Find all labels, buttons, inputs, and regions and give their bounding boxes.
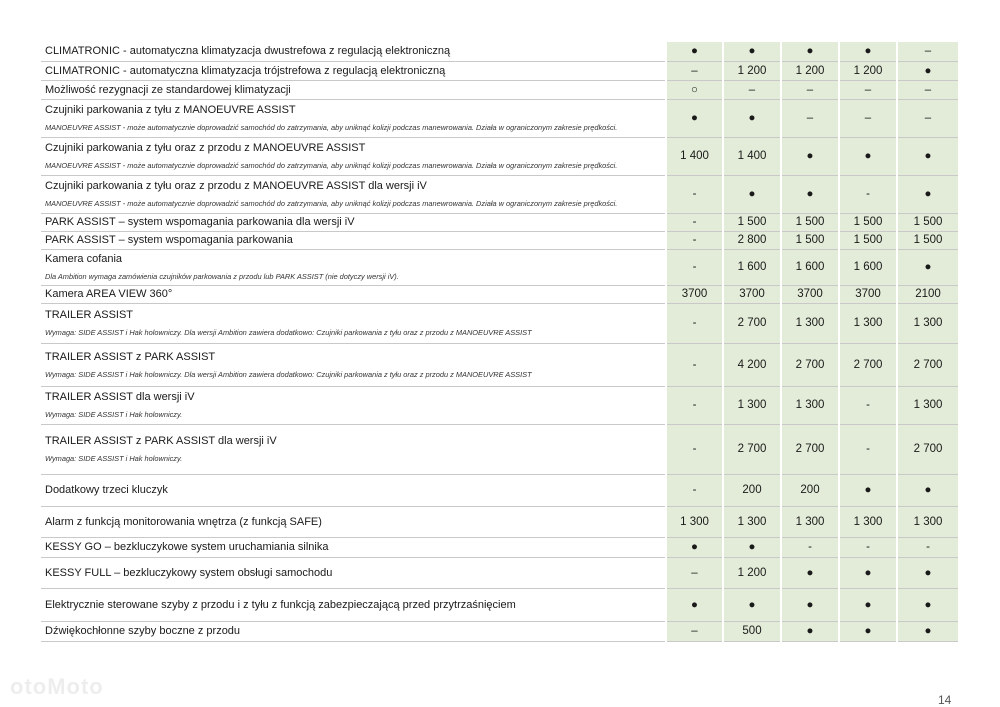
price-cell: ●	[897, 175, 958, 213]
price-cell: 1 200	[723, 557, 781, 588]
feature-note: Wymaga: SIDE ASSIST i Hak holowniczy.	[45, 410, 183, 419]
price-cell: ●	[897, 474, 958, 506]
price-cell: ●	[839, 42, 897, 61]
price-cell: 1 400	[723, 137, 781, 175]
price-cell: 1 400	[666, 137, 723, 175]
feature-name: Alarm z funkcją monitorowania wnętrza (z funkcją SAFE)	[45, 515, 322, 528]
price-cell: ●	[666, 537, 723, 557]
feature-cell	[41, 231, 666, 249]
price-cell: 1 500	[781, 231, 839, 249]
table-row	[41, 424, 958, 474]
price-cell: ●	[897, 588, 958, 621]
feature-note: MANOEUVRE ASSIST - może automatycznie doprowadzić samochód do zatrzymania, aby uniknąć kolizji podczas manewrowania. Działa w ograniczonym zakresie prędkości.	[45, 199, 618, 208]
price-cell: ●	[781, 557, 839, 588]
price-cell: 3700	[781, 285, 839, 303]
price-cell: ●	[839, 137, 897, 175]
feature-cell	[41, 175, 666, 213]
price-cell: 3700	[666, 285, 723, 303]
price-cell: 200	[723, 474, 781, 506]
table-row	[41, 137, 958, 175]
price-cell: ●	[666, 588, 723, 621]
price-cell: 1 300	[897, 506, 958, 537]
table-row	[41, 249, 958, 285]
price-cell: 1 300	[897, 386, 958, 424]
table-row	[41, 303, 958, 343]
feature-cell	[41, 474, 666, 506]
price-cell: 1 500	[723, 213, 781, 231]
table-row	[41, 231, 958, 249]
feature-name: Elektrycznie sterowane szyby z przodu i z tyłu z funkcją zabezpieczającą przed przytrzaśnięciem	[45, 598, 516, 611]
price-cell: -	[839, 386, 897, 424]
price-cell: 1 300	[781, 386, 839, 424]
price-cell: –	[666, 557, 723, 588]
price-cell: -	[666, 213, 723, 231]
price-cell: 2 700	[839, 343, 897, 386]
feature-cell	[41, 303, 666, 343]
price-cell: -	[839, 424, 897, 474]
feature-name: PARK ASSIST – system wspomagania parkowania	[45, 234, 293, 246]
price-cell: 1 300	[839, 506, 897, 537]
table-row	[41, 343, 958, 386]
price-cell: ●	[723, 175, 781, 213]
price-cell: ●	[839, 621, 897, 641]
feature-name: Czujniki parkowania z tyłu z MANOEUVRE ASSIST	[45, 104, 296, 116]
price-cell: ○	[666, 80, 723, 99]
price-cell: -	[666, 303, 723, 343]
table-row	[41, 537, 958, 557]
price-cell: ●	[781, 621, 839, 641]
watermark-logo: otoMoto	[10, 674, 104, 699]
price-cell: -	[666, 231, 723, 249]
table-row	[41, 42, 958, 61]
table-row	[41, 557, 958, 588]
price-cell: 1 600	[723, 249, 781, 285]
feature-name: Możliwość rezygnacji ze standardowej klimatyzacji	[45, 83, 291, 96]
feature-name: TRAILER ASSIST z PARK ASSIST dla wersji iV	[45, 435, 277, 447]
price-cell: ●	[897, 249, 958, 285]
price-cell: 1 500	[839, 213, 897, 231]
price-cell: -	[666, 343, 723, 386]
feature-name: PARK ASSIST – system wspomagania parkowania dla wersji iV	[45, 216, 355, 228]
price-cell: 1 300	[781, 506, 839, 537]
feature-cell	[41, 285, 666, 303]
price-cell: –	[839, 99, 897, 137]
price-cell: 4 200	[723, 343, 781, 386]
price-cell: –	[781, 80, 839, 99]
page-number: 14	[938, 693, 952, 707]
price-cell: ●	[897, 557, 958, 588]
price-cell: –	[897, 80, 958, 99]
price-cell: -	[839, 175, 897, 213]
table-row	[41, 213, 958, 231]
feature-cell	[41, 213, 666, 231]
price-cell: -	[666, 175, 723, 213]
feature-cell	[41, 537, 666, 557]
table-row	[41, 588, 958, 621]
price-cell: ●	[781, 137, 839, 175]
price-cell: ●	[723, 537, 781, 557]
price-cell: ●	[666, 42, 723, 61]
feature-note: MANOEUVRE ASSIST - może automatycznie doprowadzić samochód do zatrzymania, aby uniknąć kolizji podczas manewrowania. Działa w ograniczonym zakresie prędkości.	[45, 161, 618, 170]
price-cell: 1 300	[897, 303, 958, 343]
price-cell: –	[666, 621, 723, 641]
table-row	[41, 285, 958, 303]
price-cell: -	[781, 537, 839, 557]
price-cell: ●	[666, 99, 723, 137]
feature-name: TRAILER ASSIST	[45, 309, 134, 321]
price-cell: ●	[781, 588, 839, 621]
price-cell: -	[666, 386, 723, 424]
price-cell: 2 800	[723, 231, 781, 249]
feature-name: Kamera cofania	[45, 253, 123, 265]
price-cell: 3700	[723, 285, 781, 303]
feature-note: Wymaga: SIDE ASSIST i Hak holowniczy. Dla wersji Ambition zawiera dodatkowo: Czujniki parkowania z tyłu oraz z przodu z MANOEUVRE ASSIST	[45, 369, 532, 379]
feature-cell	[41, 99, 666, 137]
feature-cell	[41, 588, 666, 621]
table-row	[41, 386, 958, 424]
feature-cell	[41, 424, 666, 474]
price-cell: 1 200	[839, 61, 897, 80]
feature-name: KESSY GO – bezkluczykowe system uruchamiania silnika	[45, 541, 329, 553]
table-row	[41, 175, 958, 213]
feature-name: Dodatkowy trzeci kluczyk	[45, 484, 168, 496]
price-cell: 2 700	[897, 424, 958, 474]
price-cell: -	[666, 474, 723, 506]
price-cell: -	[666, 424, 723, 474]
feature-name: TRAILER ASSIST dla wersji iV	[45, 391, 195, 403]
table-row	[41, 474, 958, 506]
price-cell: ●	[897, 61, 958, 80]
feature-name: Czujniki parkowania z tyłu oraz z przodu z MANOEUVRE ASSIST dla wersji iV	[45, 180, 427, 192]
price-cell: –	[781, 99, 839, 137]
feature-cell	[41, 386, 666, 424]
price-cell: -	[666, 249, 723, 285]
feature-note: Dla Ambition wymaga zamówienia czujników parkowania z przodu lub PARK ASSIST (nie dotyczy wersji iV).	[45, 272, 399, 281]
price-cell: 2100	[897, 285, 958, 303]
table-row	[41, 621, 958, 641]
feature-note: MANOEUVRE ASSIST - może automatycznie doprowadzić samochód do zatrzymania, aby uniknąć kolizji podczas manewrowania. Działa w ograniczonym zakresie prędkości.	[45, 123, 618, 132]
price-cell: 500	[723, 621, 781, 641]
feature-note: Wymaga: SIDE ASSIST i Hak holowniczy.	[45, 454, 183, 463]
price-cell: 3700	[839, 285, 897, 303]
table-row	[41, 99, 958, 137]
price-cell: 1 300	[666, 506, 723, 537]
price-cell: 1 300	[723, 506, 781, 537]
feature-note: Wymaga: SIDE ASSIST i Hak holowniczy. Dla wersji Ambition zawiera dodatkowo: Czujniki parkowania z tyłu oraz z przodu z MANOEUVRE ASSIST	[45, 328, 532, 337]
price-cell: 1 200	[723, 61, 781, 80]
price-cell: 1 500	[781, 213, 839, 231]
feature-cell	[41, 61, 666, 80]
feature-name: CLIMATRONIC - automatyczna klimatyzacja dwustrefowa z regulacją elektroniczną	[45, 45, 451, 58]
price-cell: 1 500	[839, 231, 897, 249]
price-cell: -	[839, 537, 897, 557]
feature-name: KESSY FULL – bezkluczykowy system obsługi samochodu	[45, 566, 333, 579]
price-cell: 2 700	[897, 343, 958, 386]
price-cell: 2 700	[781, 343, 839, 386]
price-cell: ●	[897, 137, 958, 175]
feature-name: Kamera AREA VIEW 360°	[45, 288, 173, 300]
price-cell: ●	[839, 588, 897, 621]
price-cell: ●	[781, 42, 839, 61]
price-cell: 1 500	[897, 231, 958, 249]
price-cell: ●	[839, 557, 897, 588]
price-cell: 1 300	[839, 303, 897, 343]
price-cell: 1 600	[781, 249, 839, 285]
feature-cell	[41, 42, 666, 61]
price-cell: ●	[723, 588, 781, 621]
price-cell: –	[723, 80, 781, 99]
feature-cell	[41, 80, 666, 99]
feature-name: CLIMATRONIC - automatyczna klimatyzacja trójstrefowa z regulacją elektroniczną	[45, 64, 446, 77]
price-cell: ●	[723, 99, 781, 137]
feature-name: Dźwiękochłonne szyby boczne z przodu	[45, 625, 241, 637]
price-cell: 1 300	[723, 386, 781, 424]
feature-cell	[41, 557, 666, 588]
feature-cell	[41, 343, 666, 386]
feature-cell	[41, 621, 666, 641]
price-cell: ●	[839, 474, 897, 506]
price-cell: 2 700	[781, 424, 839, 474]
price-cell: –	[897, 42, 958, 61]
price-cell: 200	[781, 474, 839, 506]
price-cell: 2 700	[723, 424, 781, 474]
price-cell: 2 700	[723, 303, 781, 343]
table-row	[41, 506, 958, 537]
table-row	[41, 80, 958, 99]
price-cell: -	[897, 537, 958, 557]
feature-cell	[41, 249, 666, 285]
feature-name: Czujniki parkowania z tyłu oraz z przodu z MANOEUVRE ASSIST	[45, 142, 366, 154]
price-cell: –	[839, 80, 897, 99]
price-cell: ●	[781, 175, 839, 213]
feature-name: TRAILER ASSIST z PARK ASSIST	[45, 350, 216, 363]
feature-cell	[41, 137, 666, 175]
price-cell: –	[666, 61, 723, 80]
table-row	[41, 61, 958, 80]
price-cell: ●	[897, 621, 958, 641]
price-cell: 1 500	[897, 213, 958, 231]
price-cell: 1 200	[781, 61, 839, 80]
feature-cell	[41, 506, 666, 537]
price-cell: ●	[723, 42, 781, 61]
equipment-price-table	[41, 42, 958, 642]
price-cell: –	[897, 99, 958, 137]
price-cell: 1 300	[781, 303, 839, 343]
price-cell: 1 600	[839, 249, 897, 285]
